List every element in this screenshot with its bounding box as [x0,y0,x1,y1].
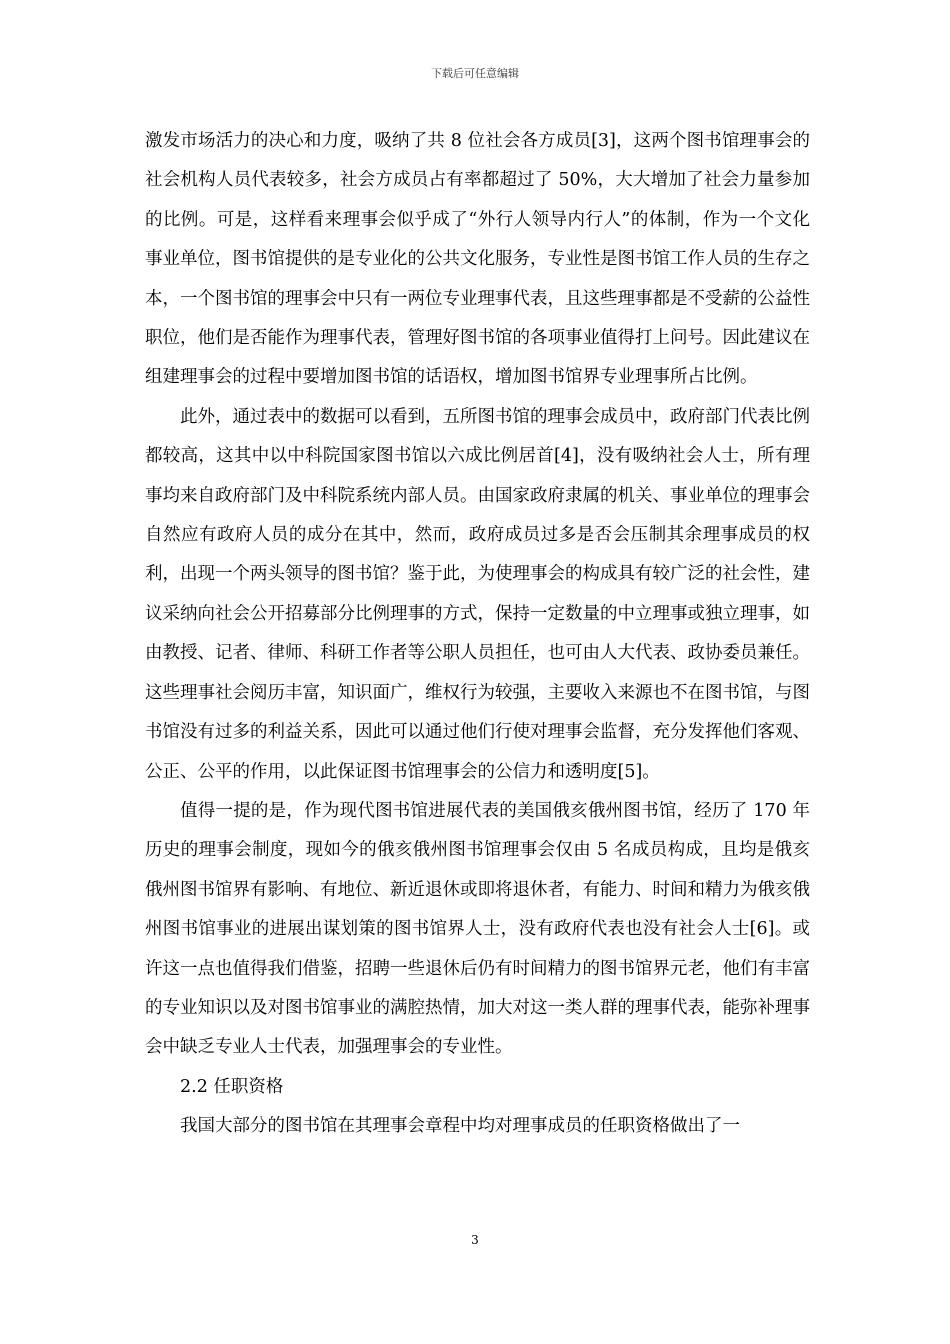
paragraph-continuation: 激发市场活力的决心和力度，吸纳了共 8 位社会各方成员[3]，这两个图书馆理事会的社会机构人员代表较多，社会方成员占有率都超过了 50%，大大增加了社会力量参加的比例。可是，这样看来理事会似乎成了“外行人领导内行人”的体制，作为一个文化事业单位，图书馆提供的是专业化的公共文化服务，专业性是图书馆工作人员的生存之本，一个图书馆的理事会中只有一两位专业理事代表，且这些理事都是不受薪的公益性职位，他们是否能作为理事代表，管理好图书馆的各项事业值得打上问号。因此建议在组建理事会的过程中要增加图书馆的话语权，增加图书馆界专业理事所占比例。 [145,131,810,388]
document-body [145,122,810,1147]
paragraph-ohio-library: 值得一提的是，作为现代图书馆进展代表的美国俄亥俄州图书馆，经历了 170 年历史的理事会制度，现如今的俄亥俄州图书馆理事会仅由 5 名成员构成，且均是俄亥俄州图书馆界有影响、有地位、新近退休或即将退休者，有能力、时间和精力为俄亥俄州图书馆事业的进展出谋划策的图书馆界人士，没有政府代表也没有社会人士[6]。或许这一点也值得我们借鉴，招聘一些退休后仍有时间精力的图书馆界元老，他们有丰富的专业知识以及对图书馆事业的满腔热情，加大对这一类人群的理事代表，能弥补理事会中缺乏专业人士代表，加强理事会的专业性。 [145,800,810,1058]
paragraph-government-representatives: 此外，通过表中的数据可以看到，五所图书馆的理事会成员中，政府部门代表比例都较高，这其中以中科院国家图书馆以六成比例居首[4]，没有吸纳社会人士，所有理事均来自政府部门及中科院系统内部人员。由国家政府隶属的机关、事业单位的理事会自然应有政府人员的成分在其中，然而，政府成员过多是否会压制其余理事成员的权利，出现一个两头领导的图书馆？鉴于此，为使理事会的构成具有较广泛的社会性，建议采纳向社会公开招募部分比例理事的方式，保持一定数量的中立理事或独立理事，如由教授、记者、律师、科研工作者等公职人员担任，也可由人大代表、政协委员兼任。这些理事社会阅历丰富，知识面广，维权行为较强，主要收入来源也不在图书馆，与图书馆没有过多的利益关系，因此可以通过他们行使对理事会监督，充分发挥他们客观、公正、公平的作用，以此保证图书馆理事会的公信力和透明度[5]。 [145,406,810,782]
section-heading: 2.2 任职资格 [180,1076,284,1097]
page-number: 3 [471,1233,479,1247]
page-header: 下载后可任意编辑 [431,67,519,80]
paragraph-qualifications: 我国大部分的图书馆在其理事会章程中均对理事成员的任职资格做出了一 [180,1116,740,1137]
